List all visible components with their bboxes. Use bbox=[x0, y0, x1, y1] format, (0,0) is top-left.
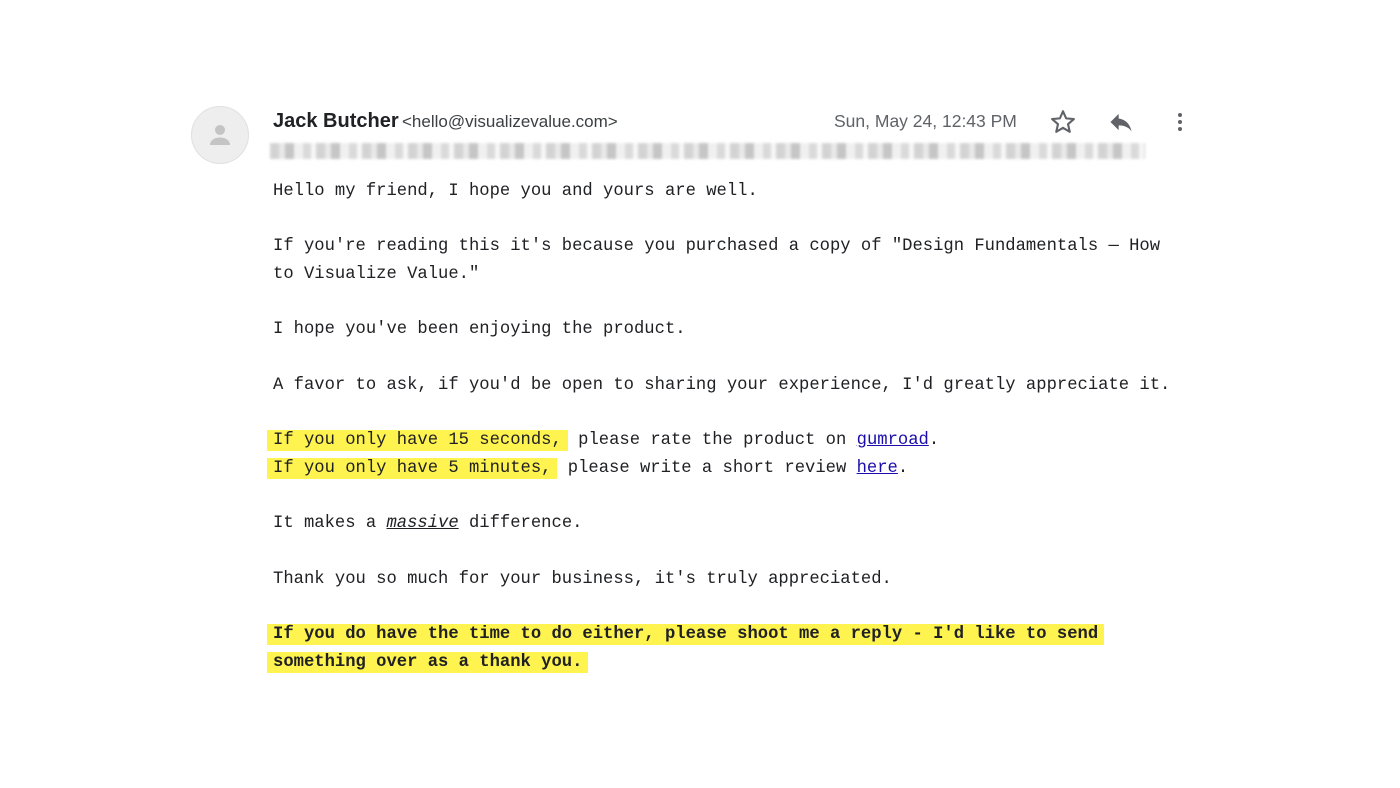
sender-name[interactable]: Jack Butcher bbox=[273, 110, 399, 132]
enjoy-paragraph: I hope you've been enjoying the product. bbox=[273, 320, 686, 340]
review-line bbox=[273, 455, 1203, 483]
sender-email: <hello@visualizevalue.com> bbox=[402, 112, 618, 131]
difference-paragraph bbox=[273, 510, 1203, 538]
difference-end: difference. bbox=[458, 514, 583, 534]
greeting-paragraph: Hello my friend, I hope you and yours are well. bbox=[273, 182, 758, 201]
massive-emphasis: massive bbox=[386, 514, 459, 534]
star-button[interactable] bbox=[1048, 107, 1078, 137]
rate-period: . bbox=[928, 431, 940, 451]
gumroad-link[interactable]: gumroad bbox=[856, 431, 929, 451]
final-line-2: something over as a thank you. bbox=[267, 652, 588, 673]
difference-start: It makes a bbox=[273, 514, 387, 534]
thanks-paragraph: Thank you so much for your business, it's truly appreciated. bbox=[273, 569, 892, 589]
star-icon bbox=[1049, 108, 1077, 136]
highlight-15-seconds: If you only have 15 seconds, bbox=[267, 430, 568, 451]
favor-paragraph: A favor to ask, if you'd be open to sharing your experience, I'd greatly appreciate it. bbox=[273, 375, 1171, 395]
more-options-button[interactable] bbox=[1165, 107, 1195, 137]
final-line-1: If you do have the time to do either, please shoot me a reply - I'd like to send bbox=[267, 624, 1104, 645]
purchase-paragraph bbox=[273, 233, 1203, 288]
avatar[interactable] bbox=[191, 106, 249, 164]
rate-line bbox=[273, 427, 1203, 455]
message-date: Sun, May 24, 12:43 PM bbox=[834, 111, 1017, 131]
highlight-5-minutes: If you only have 5 minutes, bbox=[267, 458, 557, 479]
reply-button[interactable] bbox=[1106, 107, 1136, 137]
rate-text: please rate the product on bbox=[567, 431, 857, 451]
person-icon bbox=[205, 120, 235, 150]
message-header bbox=[273, 107, 1193, 137]
purchase-line-1: If you're reading this it's because you purchased a copy of "Design Fundamentals — How bbox=[273, 237, 1161, 257]
message-body bbox=[273, 178, 1203, 677]
review-period: . bbox=[897, 458, 909, 478]
here-link[interactable]: here bbox=[856, 458, 898, 478]
recipients-blurred bbox=[270, 143, 1145, 159]
review-text: please write a short review bbox=[557, 458, 857, 478]
reply-icon bbox=[1107, 108, 1135, 136]
purchase-line-2: to Visualize Value." bbox=[273, 265, 480, 285]
more-vertical-icon bbox=[1168, 108, 1192, 136]
final-paragraph bbox=[273, 621, 1203, 676]
